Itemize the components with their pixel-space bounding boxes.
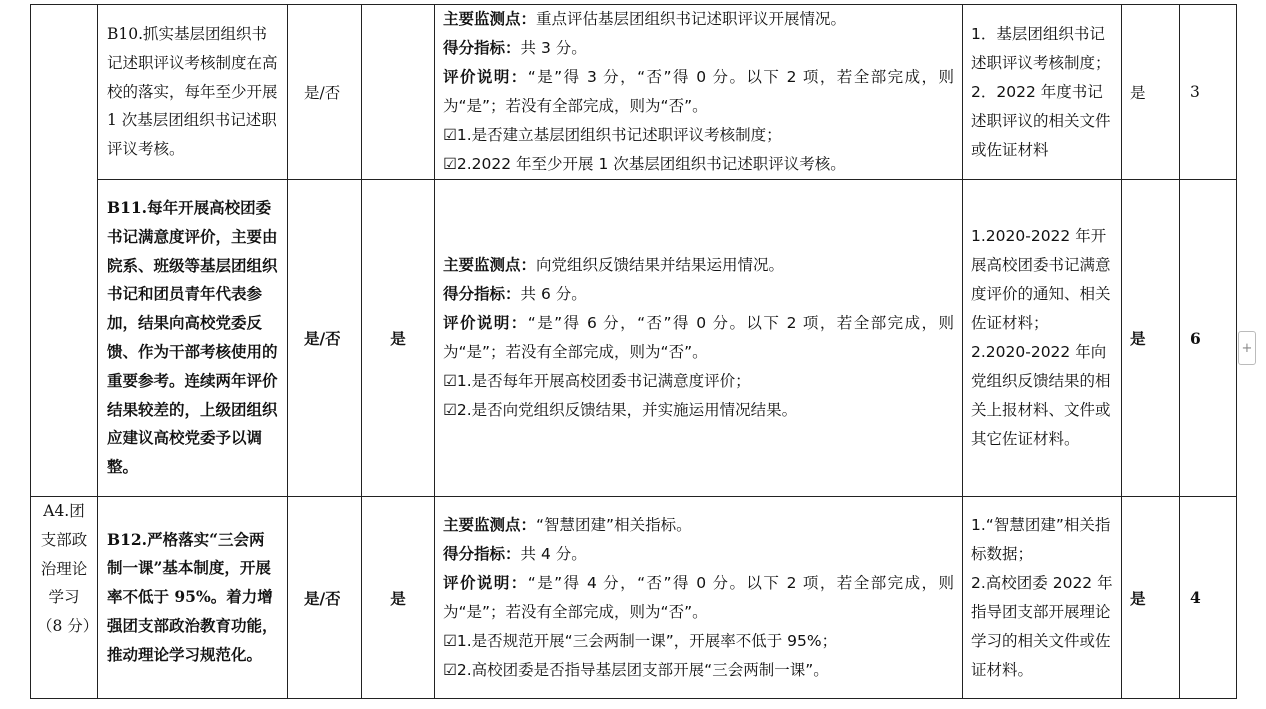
evidence-cell [963,497,1122,699]
evidence-cell [963,5,1122,180]
result-cell: 是 [1122,5,1180,180]
standard-cell [362,5,435,180]
result-cell: 是 [1122,180,1180,497]
result-cell: 是 [1122,497,1180,699]
indicator-cell: B10.抓实基层团组织书记述职评议考核制度在高校的落实，每年至少开展 1 次基层团组织书记述职评议考核。 [98,5,288,180]
score-indicator: 得分指标：共 3 分。 [443,39,587,57]
evidence-item: 2.高校团委 2022 年指导团支部开展理论学习的相关文件或佐证材料。 [971,573,1113,679]
score-cell: 3 [1180,5,1237,180]
standard-cell: 是 [362,180,435,497]
eval-description: 评价说明：“是”得 4 分，“否”得 0 分。以下 2 项，若全部完成，则为“是”；若没有全部完成，则为“否”。 [443,573,954,621]
monitor-point: 主要监测点：重点评估基层团组织书记述职评议开展情况。 [443,10,847,28]
evidence-item: 1．基层团组织书记述职评议考核制度； [971,24,1111,72]
checklist-item: ☑1.是否规范开展“三会两制一课”，开展率不低于 95%； [443,631,838,650]
indicator-cell: B12.严格落实“三会两制一课”基本制度，开展率不低于 95%。着力增强团支部政治教育功能，推动理论学习规范化。 [98,497,288,699]
evidence-item: 1.“智慧团建”相关指标数据； [971,515,1111,563]
option-cell: 是/否 [288,497,362,699]
evaluation-cell [435,497,963,699]
indicator-cell: B11.每年开展高校团委书记满意度评价，主要由院系、班级等基层团组织书记和团员青年代表参加，结果向高校党委反馈、作为干部考核使用的重要参考。连续两年评价结果较差的，上级团组织应建议高校党委予以调整。 [98,180,288,497]
checklist-item: ☑2.高校团委是否指导基层团支部开展“三会两制一课”。 [443,660,829,679]
monitor-point: 主要监测点：向党组织反馈结果并结果运用情况。 [443,256,785,274]
evidence-item: 2.2020-2022 年向党组织反馈结果的相关上报材料、文件或其它佐证材料。 [971,343,1111,448]
checklist-item: ☑2.是否向党组织反馈结果，并实施运用情况结果。 [443,401,798,419]
score-indicator: 得分指标：共 4 分。 [443,544,587,563]
category-cell-empty [31,5,98,497]
score-cell: 4 [1180,497,1237,699]
evaluation-cell [435,5,963,180]
table-row [31,497,1237,699]
monitor-point: 主要监测点：“智慧团建”相关指标。 [443,515,692,534]
checklist-item: ☑1.是否建立基层团组织书记述职评议考核制度； [443,126,782,144]
table-row [31,5,1237,180]
evaluation-cell [435,180,963,497]
evaluation-table [30,4,1237,699]
score-indicator: 得分指标：共 6 分。 [443,285,587,303]
checklist-item: ☑1.是否每年开展高校团委书记满意度评价； [443,372,751,390]
option-cell: 是/否 [288,180,362,497]
standard-cell: 是 [362,497,435,699]
add-column-button[interactable]: + [1238,331,1256,365]
option-cell: 是/否 [288,5,362,180]
checklist-item: ☑2.2022 年至少开展 1 次基层团组织书记述职评议考核。 [443,155,846,173]
evidence-cell [963,180,1122,497]
eval-description: 评价说明：“是”得 6 分，“否”得 0 分。以下 2 项，若全部完成，则为“是”；若没有全部完成，则为“否”。 [443,314,954,361]
table-row [31,180,1237,497]
evidence-item: 2．2022 年度书记述职评议的相关文件或佐证材料 [971,82,1111,159]
evidence-item: 1.2020-2022 年开展高校团委书记满意度评价的通知、相关佐证材料； [971,227,1111,332]
score-cell: 6 [1180,180,1237,497]
eval-description: 评价说明：“是”得 3 分，“否”得 0 分。以下 2 项，若全部完成，则为“是”；若没有全部完成，则为“否”。 [443,68,954,115]
category-cell: A4.团支部政治理论学习（8 分） [31,497,98,699]
